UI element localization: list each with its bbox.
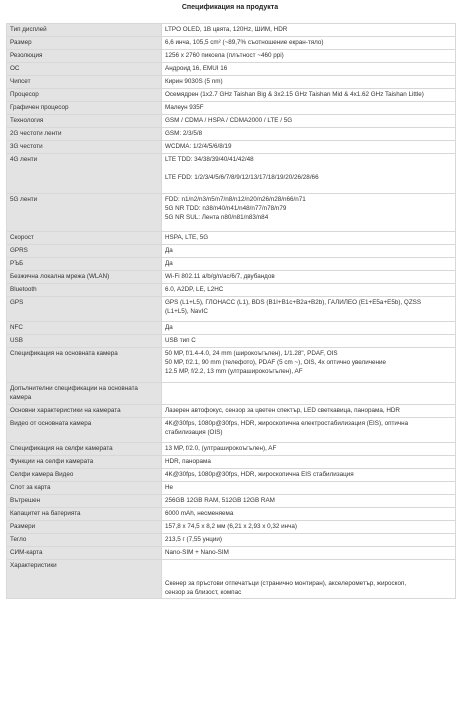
spec-row (7, 194, 456, 232)
spec-value-line: GSM: 2/3/5/8 (165, 130, 203, 137)
spec-value-line: 1256 x 2760 пиксела (плътност ~460 ppi) (165, 52, 284, 59)
spec-row (7, 482, 456, 495)
spec-value (162, 258, 456, 271)
spec-value-line: Да (165, 260, 173, 267)
spec-row (7, 115, 456, 128)
spec-row (7, 469, 456, 482)
spec-label: Bluetooth (7, 284, 162, 297)
spec-label: Резолюция (7, 50, 162, 63)
spec-value (162, 482, 456, 495)
spec-value-line: 6000 mAh, несменяема (165, 510, 234, 517)
spec-row (7, 245, 456, 258)
spec-label: СИМ-карта (7, 547, 162, 560)
spec-value-line: 5G NR TDD: n38/n40/n41/n48/n77/n78/n79 (165, 205, 287, 212)
spec-value-line: LTE TDD: 34/38/39/40/41/42/48 (165, 156, 254, 163)
spec-value-line: Малеун 935F (165, 104, 204, 111)
spec-row (7, 418, 456, 443)
spec-row (7, 50, 456, 63)
spec-value-line: сензор за близост, компас (165, 589, 242, 596)
spec-value (162, 102, 456, 115)
spec-row (7, 284, 456, 297)
spec-row (7, 37, 456, 50)
spec-value-line: WCDMA: 1/2/4/5/6/8/19 (165, 143, 232, 150)
spec-value (162, 37, 456, 50)
spec-label: Безжична локална мрежа (WLAN) (7, 271, 162, 284)
spec-row (7, 89, 456, 102)
spec-value-line: Да (165, 247, 173, 254)
spec-label: Характеристики (7, 560, 162, 599)
spec-value-line: 6,6 инча, 105,5 cm² (~89,7% съотношение екран-тяло) (165, 39, 324, 46)
spec-value (162, 405, 456, 418)
spec-value-line: USB тип C (165, 337, 196, 344)
spec-row (7, 102, 456, 115)
spec-label: Основни характеристики на камерата (7, 405, 162, 418)
spec-row (7, 405, 456, 418)
spec-value-line: GSM / CDMA / HSPA / CDMA2000 / LTE / 5G (165, 117, 293, 124)
spec-value (162, 128, 456, 141)
spec-label: Размер (7, 37, 162, 50)
spec-value (162, 469, 456, 482)
spec-row (7, 547, 456, 560)
spec-row (7, 335, 456, 348)
spec-row (7, 76, 456, 89)
spec-label: Процесор (7, 89, 162, 102)
spec-row (7, 154, 456, 194)
spec-value-line: (L1+L5), NavIC (165, 308, 208, 315)
spec-value (162, 335, 456, 348)
spec-label: РЪБ (7, 258, 162, 271)
spec-label: Тегло (7, 534, 162, 547)
spec-row (7, 232, 456, 245)
spec-value-line: 12.5 MP, f/2.2, 13 mm (ултраширокоъгълен), AF (165, 368, 303, 375)
spec-table (6, 23, 456, 599)
spec-label: 3G честоти (7, 141, 162, 154)
spec-value (162, 76, 456, 89)
spec-value-line: 50 MP, f/2.1, 90 mm (телефото), PDAF (5 cm ~), OIS, 4x оптично увеличение (165, 359, 387, 366)
spec-value (162, 284, 456, 297)
spec-value (162, 508, 456, 521)
spec-value-line: 50 MP, f/1.4-4.0, 24 mm (широкоъгълен), 1/1.28", PDAF, OIS (165, 350, 338, 357)
spec-value-line (165, 570, 452, 579)
spec-value (162, 154, 456, 194)
spec-row (7, 508, 456, 521)
spec-value (162, 115, 456, 128)
spec-label: Скорост (7, 232, 162, 245)
spec-value-line: GPS (L1+L5), ГЛОНАСС (L1), BDS (B1I+B1c+B2a+B2b), ГАЛИЛЕО (E1+E5a+E5b), QZSS (165, 299, 422, 306)
spec-value (162, 24, 456, 37)
spec-row (7, 24, 456, 37)
spec-label: Функции на селфи камерата (7, 456, 162, 469)
spec-value (162, 443, 456, 456)
spec-value-line: 213,5 г (7,55 унции) (165, 536, 223, 543)
spec-label: 4G ленти (7, 154, 162, 194)
spec-label: Видео от основната камера (7, 418, 162, 443)
spec-label: GPS (7, 297, 162, 322)
spec-label: Допълнителни спецификации на основната камера (7, 383, 162, 405)
spec-value (162, 383, 456, 405)
spec-value-line: 256GB 12GB RAM, 512GB 12GB RAM (165, 497, 275, 504)
spec-row (7, 141, 456, 154)
spec-label: Тип дисплей (7, 24, 162, 37)
spec-value-line: Да (165, 324, 173, 331)
spec-value-line: Лазерен автофокус, сензор за цветен спектър, LED светкавица, панорама, HDR (165, 407, 400, 414)
spec-label: Слот за карта (7, 482, 162, 495)
spec-value-line: 157,8 x 74,5 x 8,2 мм (6,21 x 2,93 x 0,32 инча) (165, 523, 298, 530)
spec-value-line (165, 164, 452, 173)
spec-value (162, 495, 456, 508)
spec-value (162, 322, 456, 335)
spec-row (7, 521, 456, 534)
spec-row (7, 383, 456, 405)
spec-row (7, 560, 456, 599)
spec-value-line: Не (165, 484, 174, 491)
spec-value-line: Кирин 9030S (5 nm) (165, 78, 223, 85)
spec-row (7, 443, 456, 456)
spec-value-line: 4K@30fps, 1080p@30fps, HDR, жироскопична електростабилизация (EIS), оптична (165, 420, 409, 427)
spec-value (162, 271, 456, 284)
spec-label: USB (7, 335, 162, 348)
spec-label: Технология (7, 115, 162, 128)
spec-value (162, 297, 456, 322)
spec-label: Размери (7, 521, 162, 534)
spec-row (7, 297, 456, 322)
spec-value-line: 5G NR SUL: Лента n80/n81/n83/n84 (165, 214, 269, 221)
spec-value-line: Андроид 16, EMUI 16 (165, 65, 228, 72)
page-title: Спецификация на продукта (181, 4, 279, 11)
spec-value-line: Скенер за пръстови отпечатъци (странично монтиран), акселерометър, жироскоп, (165, 580, 407, 587)
spec-value (162, 232, 456, 245)
spec-label: Графичен процесор (7, 102, 162, 115)
spec-label: 5G ленти (7, 194, 162, 232)
spec-row (7, 534, 456, 547)
spec-label: GPRS (7, 245, 162, 258)
spec-value-line: 13 MP, f/2.0, (ултраширокоъгълен), AF (165, 445, 277, 452)
spec-value (162, 194, 456, 232)
spec-row (7, 63, 456, 76)
spec-value-line: Осемядрен (1x2.7 GHz Taishan Big & 3x2.15 GHz Taishan Mid & 4x1.62 GHz Taishan Little) (165, 91, 424, 98)
spec-value (162, 456, 456, 469)
spec-row (7, 348, 456, 383)
spec-label: Вътрешен (7, 495, 162, 508)
spec-value-line: FDD: n1/n2/n3/n5/n7/n8/n12/n20/n26/n28/n66/n71 (165, 196, 306, 203)
spec-label: ОС (7, 63, 162, 76)
spec-value (162, 89, 456, 102)
spec-value-line: HDR, панорама (165, 458, 211, 465)
spec-label: Селфи камера Видео (7, 469, 162, 482)
spec-label: Чипсет (7, 76, 162, 89)
spec-row (7, 456, 456, 469)
spec-value (162, 50, 456, 63)
spec-value-line: стабилизация (OIS) (165, 429, 223, 436)
spec-label: Спецификация на основната камера (7, 348, 162, 383)
spec-row (7, 271, 456, 284)
spec-value (162, 547, 456, 560)
spec-row (7, 495, 456, 508)
spec-row (7, 128, 456, 141)
spec-value (162, 418, 456, 443)
spec-label: 2G честоти ленти (7, 128, 162, 141)
spec-label: Капацитет на батерията (7, 508, 162, 521)
spec-value-line: LTE FDD: 1/2/3/4/5/6/7/8/9/12/13/17/18/19/20/26/28/66 (165, 174, 319, 181)
spec-value (162, 560, 456, 599)
spec-value-line (165, 384, 452, 393)
spec-value (162, 534, 456, 547)
spec-value-line: LTPO OLED, 1B цвята, 120Hz, ШИМ, HDR (165, 26, 288, 33)
spec-value-line: 4K@30fps, 1080p@30fps, HDR, жироскопична EIS стабилизация (165, 471, 354, 478)
spec-value (162, 348, 456, 383)
spec-value (162, 141, 456, 154)
spec-label: NFC (7, 322, 162, 335)
spec-value-line: Wi-Fi 802.11 a/b/g/n/ac/6/7, двубандов (165, 273, 275, 280)
spec-value (162, 63, 456, 76)
spec-value (162, 521, 456, 534)
spec-table-body (7, 24, 456, 599)
spec-label: Спецификация на селфи камерата (7, 443, 162, 456)
spec-value-line: HSPA, LTE, 5G (165, 234, 209, 241)
spec-row (7, 322, 456, 335)
spec-value (162, 245, 456, 258)
spec-value-line (165, 561, 452, 570)
spec-value-line: Nano-SIM + Nano-SIM (165, 549, 229, 556)
spec-row (7, 258, 456, 271)
spec-value-line: 6.0, A2DP, LE, L2HC (165, 286, 224, 293)
